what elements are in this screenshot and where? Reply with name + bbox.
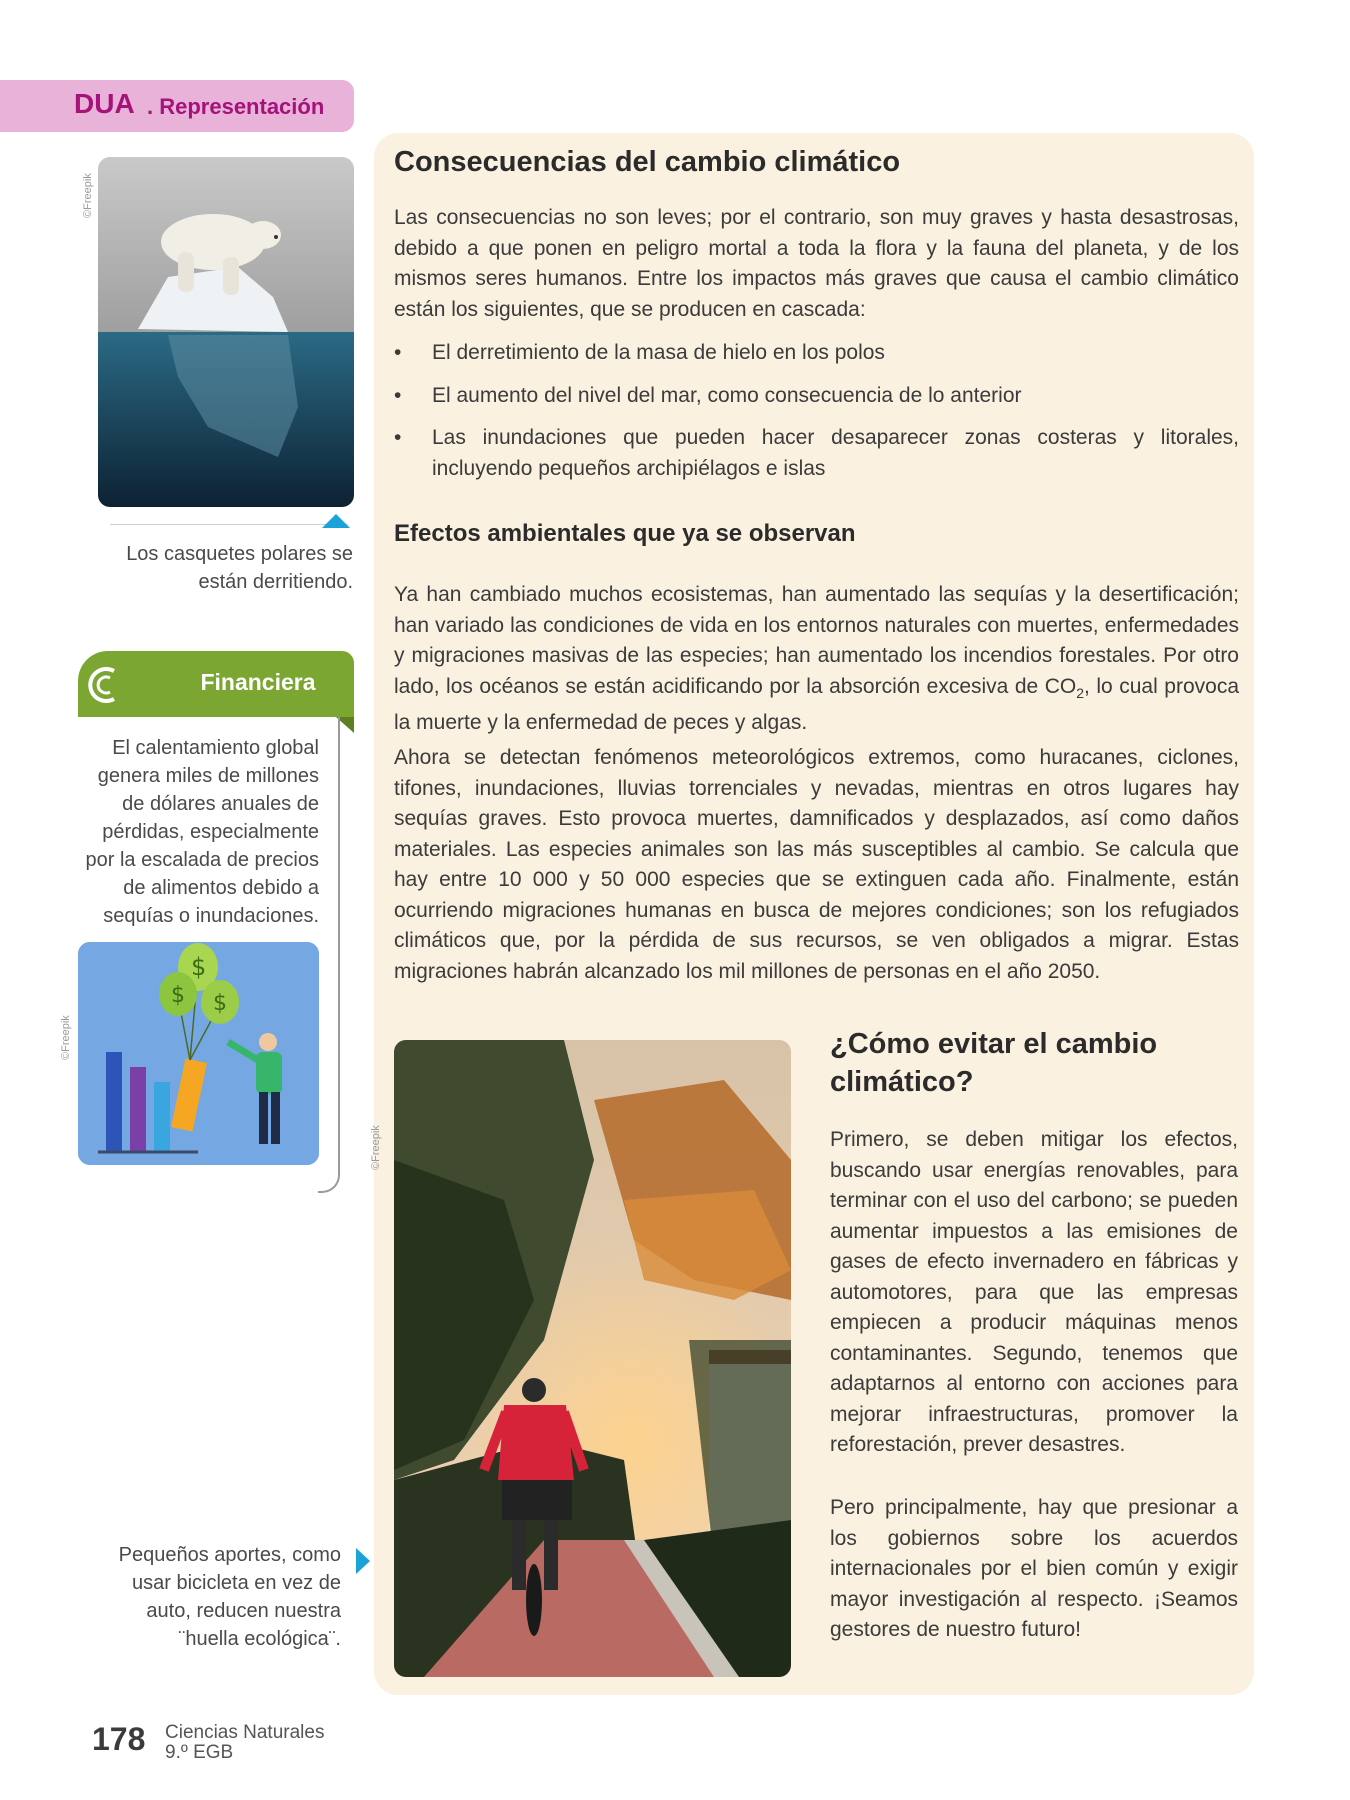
svg-text:$: $	[213, 991, 227, 1016]
avoid-paragraph-2: Pero principalmente, hay que presionar a los gobiernos sobre los acuerdos internacionales por el bien común y exigir mayor investigación al respecto. ¡Seamos gestores de nuestro futuro!	[830, 1496, 1238, 1641]
financiera-logo-icon	[82, 663, 126, 707]
effects-heading: Efectos ambientales que ya se observan	[394, 520, 856, 547]
subject-name: Ciencias Naturales	[165, 1722, 325, 1743]
list-item-text: El aumento del nivel del mar, como consecuencia de lo anterior	[432, 383, 1022, 407]
financiera-header	[78, 651, 354, 717]
list-item-text: El derretimiento de la masa de hielo en los polos	[432, 341, 885, 364]
bear-caption	[95, 540, 353, 596]
financiera-text-line: sequías o inundaciones.	[103, 905, 319, 927]
effects-text: Ya han cambiado muchos ecosistemas, han aumentado las sequías y la desertificación; han variado las condiciones de vida en los entornos naturales con muertes, enfermedades y migraciones masivas de las especies; han aumentado los incendios forestales. Por otro lado, los océanos se están acidificando por la absorción excesiva de CO	[394, 583, 1239, 698]
grade-label: 9.º EGB	[165, 1742, 234, 1763]
effects-paragraph-2: Ahora se detectan fenómenos meteorológicos extremos, como huracanes, ciclones, tifones, inundaciones, lluvias torrenciales y nevadas, mientras en otros lugares hay sequías graves. Esto provoca muertes, damnificados y desplazados, así como daños materiales. Las especies animales son las más susceptibles al cambio. Se calcula que hay entre 10 000 y 50 000 especies que se extinguen cada año. Finalmente, están ocurriendo migraciones humanas en busca de mejores condiciones; son los refugiados climáticos que, por la pérdida de sus recursos, se ven obligados a migrar. Estas migraciones habrán alcanzado los mil millones de personas en el año 2050.	[394, 746, 1239, 983]
financiera-text-line: por la escalada de precios	[85, 849, 319, 871]
bike-caption-line: Pequeños aportes, como	[118, 1544, 341, 1566]
money-credit: ©Freepik	[60, 1015, 72, 1060]
bear-caption-line: Los casquetes polares se	[126, 543, 353, 565]
dua-tab	[0, 80, 354, 132]
effects-text-end: , lo cual provoca la muerte y la enfermedad de peces y algas.	[394, 674, 1239, 735]
bike-caption-line: ¨huella ecológica¨.	[178, 1628, 341, 1650]
polar-bear-image	[98, 157, 354, 507]
dua-subtitle: . Representación	[147, 94, 325, 119]
financiera-text-line: de dólares anuales de	[122, 793, 319, 815]
page-number: 178	[92, 1721, 146, 1757]
financiera-text-line: pérdidas, especialmente	[102, 821, 319, 843]
consequences-list	[394, 338, 1239, 496]
svg-text:$: $	[171, 983, 185, 1008]
footer-subject	[165, 1723, 324, 1763]
avoid-paragraph-1: Primero, se deben mitigar los efectos, buscando usar energías renovables, para terminar con el uso del carbono; se pueden aumentar impuestos a las emisiones de gases de efecto invernadero en fábricas y automotores, para que las empresas empiecen a producir máquinas menos contaminantes. Segundo, tenemos que adaptarnos al entorno con acciones para mejorar infraestructuras, promover la reforestación, prever desastres.	[830, 1128, 1238, 1456]
dua-label: DUA	[74, 88, 135, 119]
svg-text:$: $	[191, 953, 207, 981]
financiera-text-line: genera miles de millones	[97, 765, 319, 787]
bear-caption-line: están derritiendo.	[198, 571, 353, 593]
cyclist-photo	[394, 1040, 791, 1677]
financiera-text-line: de alimentos debido a	[123, 877, 319, 899]
list-item: • El derretimiento de la masa de hielo en los polos	[394, 341, 885, 364]
caption-pointer-right-icon	[356, 1548, 370, 1574]
caption-pointer-icon	[322, 514, 350, 528]
intro-paragraph: Las consecuencias no son leves; por el contrario, son muy graves y hasta desastrosas, debido a que ponen en peligro mortal a toda la flora y la fauna del planeta, y de los mismos seres humanos. Entre los impactos más graves que causa el cambio climático están los siguientes, que se producen en cascada:	[394, 206, 1239, 321]
financiera-title: Financiera	[200, 669, 316, 695]
financiera-text	[78, 734, 319, 930]
bike-caption	[95, 1541, 341, 1653]
bike-credit: ©Freepik	[370, 1125, 382, 1170]
avoid-heading: ¿Cómo evitar el cambio climático?	[830, 1028, 1158, 1098]
photo-credit: ©Freepik	[82, 173, 94, 218]
caption-divider	[110, 524, 348, 525]
bike-caption-line: usar bicicleta en vez de	[131, 1572, 341, 1594]
list-item: • Las inundaciones que pueden hacer desaparecer zonas costeras y litorales, incluyendo pequeños archipiélagos e islas	[394, 426, 1239, 480]
bike-caption-line: auto, reducen nuestra	[146, 1600, 341, 1622]
financiera-border	[318, 717, 340, 1193]
financiera-text-line: El calentamiento global	[112, 737, 319, 759]
co2-subscript: 2	[1076, 684, 1085, 701]
effects-paragraph-1	[394, 580, 1239, 739]
money-balloons-illustration	[78, 942, 319, 1165]
list-item: • El aumento del nivel del mar, como consecuencia de lo anterior	[394, 383, 1022, 407]
list-item-text: Las inundaciones que pueden hacer desaparecer zonas costeras y litorales, incluyendo pequeños archipiélagos e islas	[432, 426, 1239, 480]
section-title: Consecuencias del cambio climático	[394, 146, 901, 178]
